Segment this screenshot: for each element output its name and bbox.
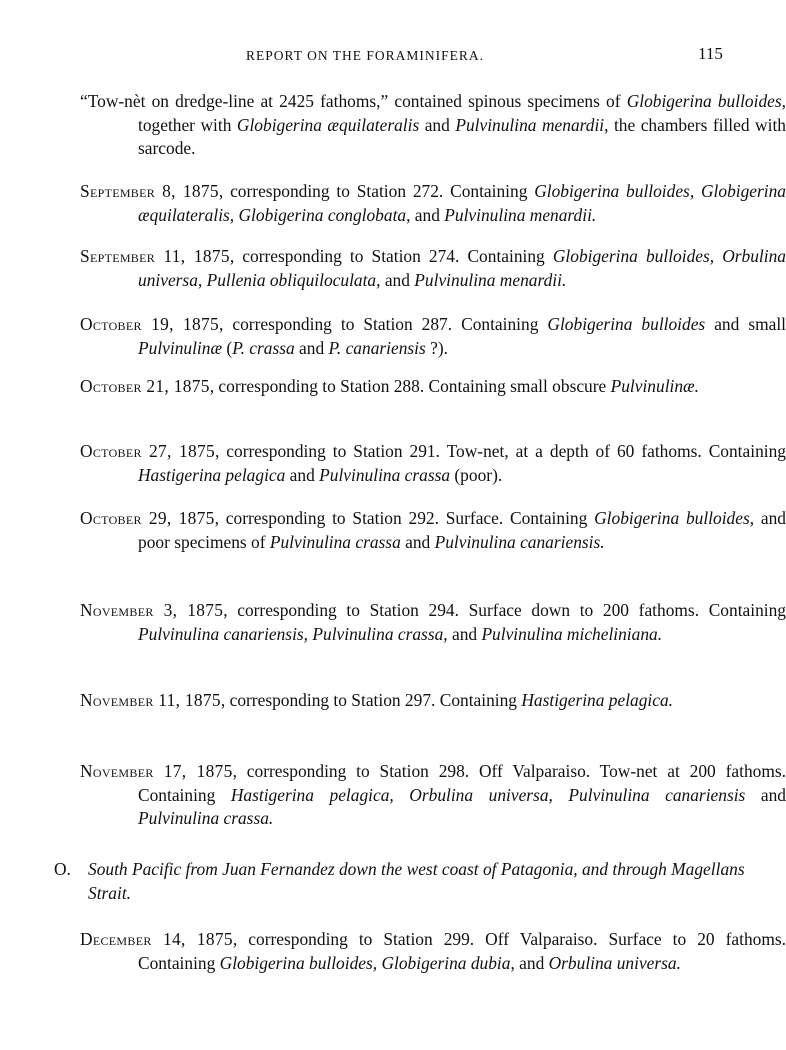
entry-date: November 17, 1875 [80, 761, 233, 781]
entry-date: October 21, 1875 [80, 376, 210, 396]
species-name: Pulvinulinæ. [610, 376, 700, 396]
entry-text: , corresponding to Station 272. Containing [218, 181, 535, 201]
species-name: Pulvinulina menardii [455, 114, 605, 135]
section-title: South Pacific from Juan Fernandez down the west coast of Patagonia, and through Magellans Strait. [88, 859, 745, 903]
entry-oct-27 [80, 440, 786, 487]
species-name: Pulvinulinæ [138, 337, 223, 358]
entry-text: and [745, 784, 786, 805]
entry-sep-11 [80, 245, 786, 292]
entry-text: and small [705, 314, 786, 334]
entry-text: , and [443, 623, 482, 644]
species-name: Globigerina bulloides [626, 91, 782, 111]
entry-nov-3 [80, 599, 786, 646]
entry-text: , and [376, 269, 415, 290]
entry-dec-14 [80, 928, 786, 975]
entry-text: , corresponding to Station 274. Containing [229, 246, 553, 266]
entry-oct-29 [80, 507, 786, 554]
entry-date: October 27, 1875 [80, 441, 215, 461]
entry-text: , corresponding to Station 288. Containing small obscure [209, 376, 611, 396]
species-name: Pulvinulina menardii. [444, 204, 597, 225]
species-name: Pulvinulina canariensis. [434, 531, 605, 552]
species-name: Pulvinulina canariensis, Pulvinulina crassa [138, 623, 444, 644]
page-header [0, 44, 776, 68]
entry-text: , corresponding to Station 294. Surface down to 200 fathoms. Containing [223, 600, 786, 620]
entry-date: November 11, 1875 [80, 690, 221, 710]
species-name: Globigerina bulloides [547, 314, 706, 334]
entry-text: , together with [138, 91, 786, 135]
entry-date: September 11, 1875 [80, 246, 230, 266]
entry-text: ?). [425, 337, 448, 358]
entry-date: December 14, 1875 [80, 929, 233, 949]
entry-text: and [285, 464, 320, 485]
entry-nov-17 [80, 760, 786, 831]
entry-text: , corresponding to Station 292. Surface. Containing [214, 508, 595, 528]
entry-oct-19 [80, 313, 786, 360]
entry-text: , corresponding to Station 291. Tow-net, at a depth of 60 fathoms. Containing [214, 441, 786, 461]
entry-text: , corresponding to Station 298. Off Valparaiso. Tow-net at 200 fathoms. Containing [138, 761, 786, 805]
species-name: Hastigerina pelagica. [521, 690, 674, 710]
entry-text: , corresponding to Station 297. Containing [220, 690, 522, 710]
species-name: Pulvinulina crassa. [138, 808, 274, 828]
species-name: Globigerina bulloides, Globigerina æquilateralis, Globigerina conglobata [138, 181, 786, 225]
entry-text: and [294, 337, 329, 358]
running-title: REPORT ON THE FORAMINIFERA. [246, 48, 484, 63]
species-name: Pulvinulina crassa [319, 464, 451, 485]
species-name: Globigerina bulloides [594, 508, 750, 528]
species-name: Pulvinulina crassa [269, 531, 401, 552]
species-name: Hastigerina pelagica, Orbulina universa, Pulvinulina canariensis [230, 784, 746, 805]
entry-nov-11 [80, 689, 786, 713]
entry-text: and [400, 531, 435, 552]
entry-text: ( [222, 337, 233, 358]
entry-text: , corresponding to Station 299. Off Valparaiso. Surface to 20 fathoms. Containing [138, 929, 786, 973]
species-name: P. crassa [232, 337, 295, 358]
entry-text: , and [510, 952, 549, 973]
entry-text: (poor). [450, 464, 503, 485]
species-name: Orbulina universa. [548, 952, 681, 973]
species-name: Pulvinulina micheliniana. [481, 623, 663, 644]
entry-text: , corresponding to Station 287. Containing [219, 314, 548, 334]
entry-text: “Tow-nèt on dredge-line at 2425 fathoms,” contained spinous specimens of [80, 91, 627, 111]
species-name: Globigerina bulloides, Orbulina universa, Pullenia obliquiloculata [138, 246, 786, 290]
entry-text: , the chambers filled with sarcode. [138, 114, 786, 158]
species-name: P. canariensis [328, 337, 426, 358]
species-name: Hastigerina pelagica [138, 464, 286, 485]
section-heading-o [54, 858, 760, 905]
entry-text: , and [406, 204, 445, 225]
entry-text: and [419, 114, 456, 135]
entry-oct-21 [80, 375, 786, 399]
species-name: Globigerina æquilateralis [236, 114, 420, 135]
page-number: 115 [698, 44, 723, 63]
entry-sep-8 [80, 180, 786, 227]
entry-date: October 29, 1875 [80, 508, 215, 528]
entry-text: , and poor specimens of [138, 508, 786, 552]
entry-date: November 3, 1875 [80, 600, 224, 620]
species-name: Pulvinulina menardii. [414, 269, 567, 290]
entry-date: October 19, 1875 [80, 314, 220, 334]
entry-date: September 8, 1875 [80, 181, 219, 201]
entry-tow-net-2425 [80, 90, 786, 161]
species-name: Globigerina bulloides, Globigerina dubia [219, 952, 511, 973]
section-letter: O. [54, 859, 71, 879]
